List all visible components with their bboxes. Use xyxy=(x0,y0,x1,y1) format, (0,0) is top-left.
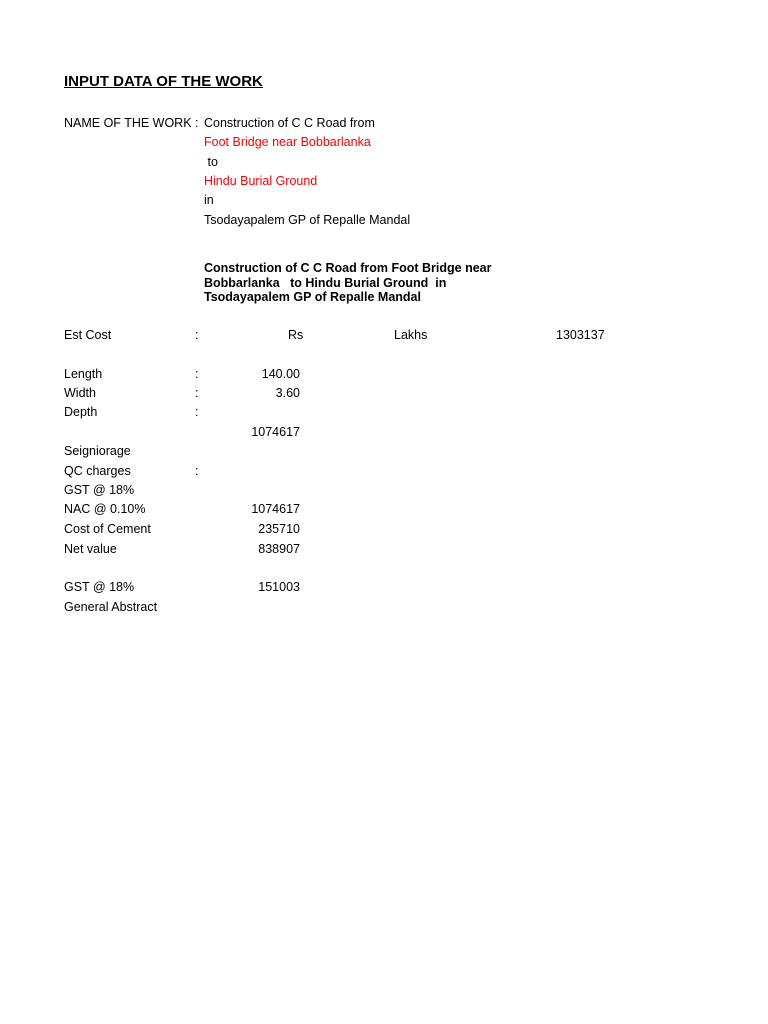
width-colon: : xyxy=(195,386,199,400)
page-title: INPUT DATA OF THE WORK xyxy=(64,73,263,90)
work-line-1: Construction of C C Road from xyxy=(204,116,375,130)
gst-label: GST @ 18% xyxy=(64,483,135,497)
est-cost-unit: Lakhs xyxy=(394,328,428,342)
net-value-label: Net value xyxy=(64,542,117,556)
length-colon: : xyxy=(195,367,199,381)
general-abstract-label: General Abstract xyxy=(64,600,158,614)
seigniorage-label: Seigniorage xyxy=(64,444,131,458)
gst-final-value: 151003 xyxy=(258,580,300,594)
qc-charges-label: QC charges xyxy=(64,464,131,478)
length-value: 140.00 xyxy=(261,367,300,381)
gst-final-label: GST @ 18% xyxy=(64,580,135,594)
work-line-5: in xyxy=(204,193,214,207)
work-name-colon: : xyxy=(195,116,199,130)
nac-value: 1074617 xyxy=(251,502,300,516)
work-name-label: NAME OF THE WORK xyxy=(64,116,192,130)
work-line-6: Tsodayapalem GP of Repalle Mandal xyxy=(204,213,411,227)
width-value: 3.60 xyxy=(275,386,300,400)
nac-label: NAC @ 0.10% xyxy=(64,502,146,516)
cost-of-cement-value: 235710 xyxy=(258,522,300,536)
est-cost-currency: Rs xyxy=(288,328,304,342)
length-label: Length xyxy=(64,367,103,381)
est-cost-value: 1303137 xyxy=(556,328,605,342)
width-label: Width xyxy=(64,386,96,400)
cost-of-cement-label: Cost of Cement xyxy=(64,522,151,536)
depth-label: Depth xyxy=(64,405,98,419)
work-line-4: Hindu Burial Ground xyxy=(204,174,318,188)
est-cost-colon: : xyxy=(195,328,199,342)
work-line-2: Foot Bridge near Bobbarlanka xyxy=(204,135,371,149)
depth-colon: : xyxy=(195,405,199,419)
net-value-value: 838907 xyxy=(258,542,300,556)
est-cost-label: Est Cost xyxy=(64,328,112,342)
work-summary: Construction of C C Road from Foot Bridge near Bobbarlanka to Hindu Burial Ground in Tsodayapalem GP of Repalle Mandal xyxy=(204,261,495,304)
depth-total-value: 1074617 xyxy=(251,425,300,439)
work-line-3: to xyxy=(204,155,218,169)
qc-charges-colon: : xyxy=(195,464,199,478)
